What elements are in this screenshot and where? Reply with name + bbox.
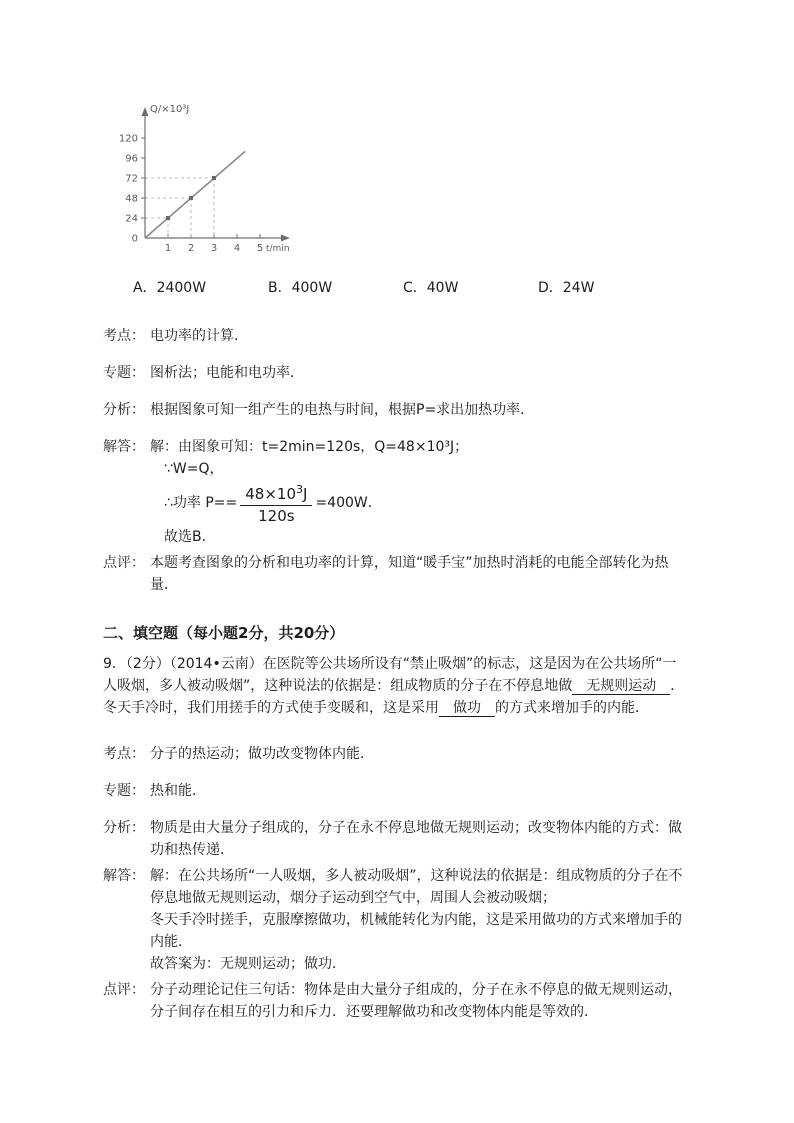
question-9 (103, 653, 690, 719)
q9-answer-blank-1: 无规则运动 (572, 678, 670, 695)
zhuanti-label: 专题： (103, 783, 145, 799)
q8-jieda-line1: 解：由图象可知：t=2min=120s，Q=48×10³J； (150, 439, 469, 455)
zhuanti-label: 专题： (103, 365, 145, 381)
q9-kaodian-text: 分子的热运动；做功改变物体内能． (150, 746, 374, 762)
option-d: D．24W (538, 280, 595, 296)
q8-zhuanti-row (103, 362, 690, 384)
jieda-label: 解答： (103, 439, 145, 455)
q8-dianping-text: 本题考查图象的分析和电功率的计算，知道“暖手宝”加热时消耗的电能全部转化为热量． (150, 555, 669, 593)
fraction-numerator: $48\times 10^3J$ (240, 480, 312, 506)
q9-answer-blank-2: 做功 (439, 700, 495, 717)
svg-text:120: 120 (118, 133, 138, 145)
q9-jieda-line3: 故答案为：无规则运动；做功． (150, 956, 346, 972)
q9-dianping-row (103, 979, 690, 1023)
q9-zhuanti-row (103, 780, 690, 802)
dianping-label: 点评： (103, 555, 145, 571)
fraction-denominator: 120s (258, 507, 295, 525)
svg-text:4: 4 (233, 243, 241, 254)
q9-jieda-text (150, 865, 690, 975)
q8-fenxi-text: 根据图象可知一组产生的电热与时间，根据P=求出加热功率． (150, 402, 535, 418)
answer-options (103, 277, 690, 299)
fenxi-label: 分析： (103, 402, 145, 418)
svg-text:0: 0 (131, 233, 138, 245)
svg-text:2: 2 (187, 243, 195, 254)
q9-jieda-line2: 冬天手冷时搓手，克服摩擦做功，机械能转化为内能，这是采用做功的方式来增加手的内能． (150, 912, 682, 950)
q8-kaodian-text: 电功率的计算． (150, 328, 248, 344)
jieda-label: 解答： (103, 868, 145, 884)
q9-part1: 9．（2分）（2014•云南）在医院等公共场所设有“禁止吸烟”的标志，这是因为在公共场所“一人吸烟，多人被动吸烟”，这种说法的依据是：组成物质的分子在不停息地做 (103, 656, 677, 694)
dianping-label: 点评： (103, 982, 145, 998)
q8-zhuanti-text: 图析法；电能和电功率． (150, 365, 304, 381)
q8-jieda-text (150, 436, 690, 548)
q9-part3: 的方式来增加手的内能． (495, 700, 649, 716)
formula-prefix: ∴功率 P== (164, 495, 238, 511)
q9-dianping-text: 分子动理论记住三句话：物体是由大量分子组成的，分子在永不停息的做无规则运动，分子间存在相互的引力和斥力．还要理解做功和改变物体内能是等效的． (150, 982, 682, 1020)
svg-text:t/min: t/min (266, 244, 290, 254)
fenxi-label: 分析： (103, 820, 145, 836)
q8-fenxi-row (103, 399, 690, 421)
q8-power-formula (150, 480, 690, 526)
fraction (240, 480, 312, 526)
q8-jieda-line4: 故选B． (164, 529, 216, 545)
option-c: C．40W (403, 280, 459, 296)
q9-fenxi-row (103, 817, 690, 861)
option-a: A．2400W (133, 280, 207, 296)
q9-kaodian-row (103, 743, 690, 765)
q8-kaodian-row (103, 325, 690, 347)
section-heading: 二、填空题（每小题2分，共20分） (103, 624, 345, 642)
q9-part2: ．冬天手冷时，我们用搓手的方式使手变暖和，这是采用 (103, 678, 685, 716)
q9-jieda-line1: 解：在公共场所“一人吸烟，多人被动吸烟”，这种说法的依据是：组成物质的分子在不停息地做无规则运动，烟分子运动到空气中，周围人会被动吸烟； (150, 868, 683, 906)
heat-vs-time-chart (109, 88, 309, 264)
option-b: B．400W (268, 280, 333, 296)
q8-jieda-line2: ∵W=Q， (164, 461, 224, 477)
q8-jieda-row (103, 436, 690, 548)
q8-dianping-row (103, 552, 690, 596)
svg-text:24: 24 (125, 213, 138, 225)
svg-text:72: 72 (125, 173, 138, 185)
svg-text:3: 3 (210, 243, 218, 254)
kaodian-label: 考点： (103, 328, 145, 344)
chart-block (109, 88, 690, 271)
svg-text:96: 96 (125, 153, 138, 165)
svg-text:5: 5 (256, 243, 264, 254)
svg-text:1: 1 (164, 243, 172, 254)
q9-fenxi-text: 物质是由大量分子组成的，分子在永不停息地做无规则运动；改变物体内能的方式：做功和热传递． (150, 820, 682, 858)
svg-text:48: 48 (125, 193, 138, 205)
q9-jieda-row (103, 865, 690, 975)
formula-suffix: =400W． (315, 495, 382, 511)
svg-text:Q/×10³J: Q/×10³J (150, 104, 190, 115)
kaodian-label: 考点： (103, 746, 145, 762)
q9-zhuanti-text: 热和能． (150, 783, 206, 799)
